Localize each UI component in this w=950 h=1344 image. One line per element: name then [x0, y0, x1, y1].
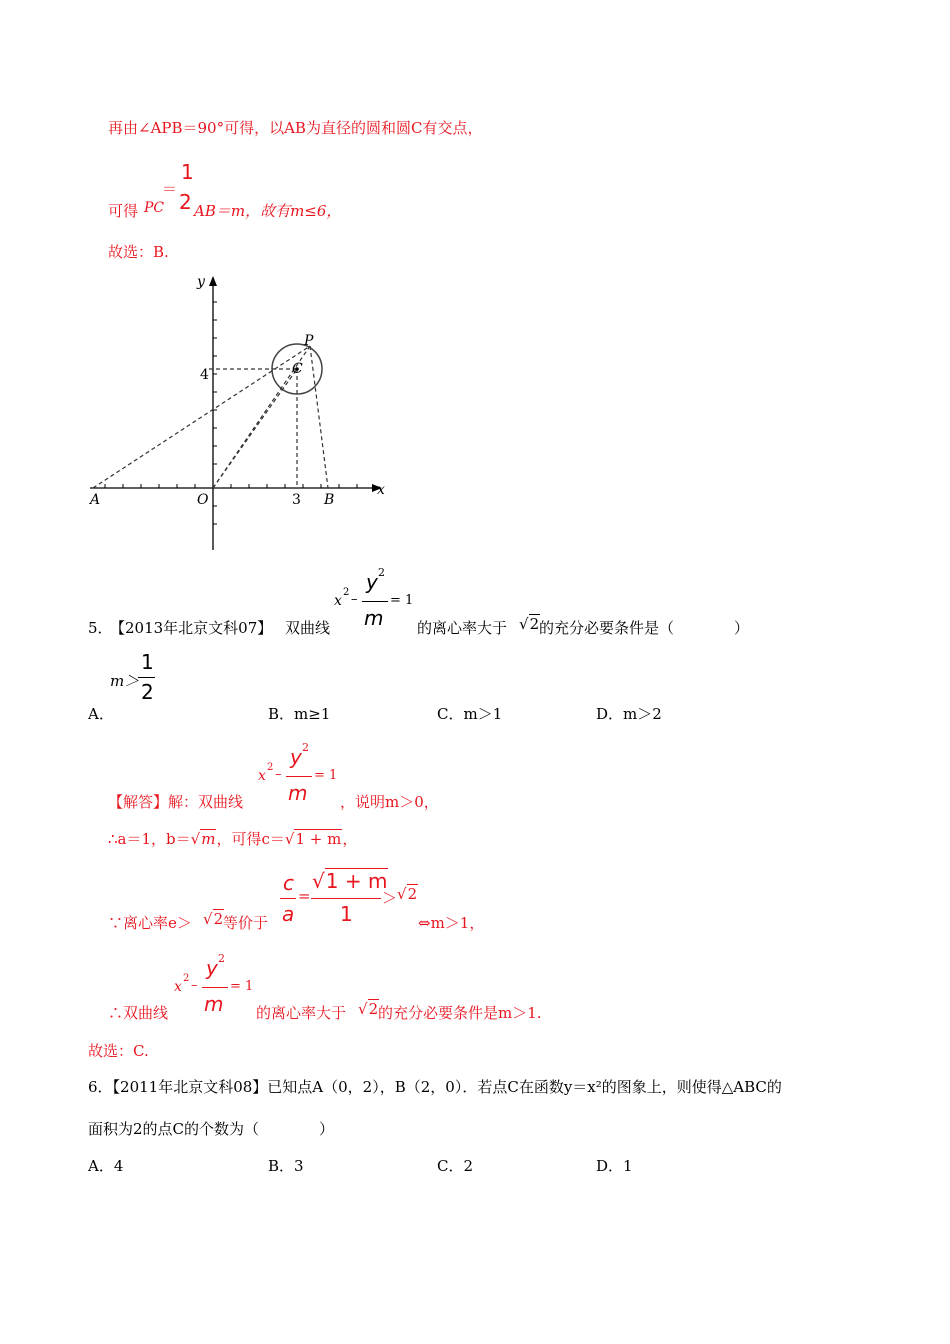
sqrt-m: √m [190, 830, 216, 848]
label-y: y [197, 274, 205, 290]
eq-y-sup: 2 [378, 566, 385, 579]
sol5-l1-prefix: 【解答】解：双曲线 [108, 793, 244, 811]
q5-option-b: B．m≥1 [268, 705, 331, 723]
sqrt-1-plus-m: √1 + m [284, 830, 342, 848]
coordinate-figure [85, 272, 395, 557]
label-o: O [197, 492, 209, 508]
line2-pc: PC [144, 200, 165, 216]
q5-option-c: C．m＞1 [437, 705, 503, 723]
eq-minus: – [351, 592, 358, 607]
eq-y: y [366, 570, 378, 594]
q6-option-b: B．3 [268, 1157, 304, 1175]
sol5-line-3: ∵离心率e＞ √2 等价于 c a = √1 + m 1 ＞ √2 ⇔m＞1， [108, 869, 485, 932]
q5-text-c: 的充分必要条件是（ ） [539, 619, 750, 637]
line2-eq: ＝ [162, 180, 178, 198]
y-axis-arrow [209, 276, 217, 286]
tick-label-4: 4 [200, 367, 209, 383]
sol5-line-5: 故选：C. [88, 1042, 149, 1060]
sol5-l1-suffix: ，说明m＞0， [340, 793, 439, 811]
eq-rhs: = 1 [390, 593, 414, 608]
q5-options [88, 650, 788, 725]
line2-prefix: 可得 [108, 202, 139, 220]
q5-source: 【2013年北京文科07】 [110, 619, 273, 637]
q6-line-1: 6．【2011年北京文科08】已知点A（0，2），B（2，0）．若点C在函数y＝x²的图象上，则使得△ABC的 [88, 1078, 782, 1096]
l3-frac-c: c [283, 871, 294, 895]
l3-sqrt2b: √2 [397, 885, 418, 903]
q5-option-a-num: 1 [141, 650, 154, 674]
question-5 [88, 568, 868, 638]
solution-line-1: 再由∠APB＝90°可得，以AB为直径的圆和圆C有交点， [108, 119, 483, 137]
line2-frac-num: 1 [181, 160, 194, 184]
q6-option-a: A．4 [88, 1157, 124, 1175]
label-c: C [292, 361, 303, 377]
q5-option-d: D．m＞2 [596, 705, 662, 723]
eq-x-sup: 2 [343, 587, 350, 598]
l4-sqrt2: √2 [358, 1000, 379, 1018]
solution-line-3: 故选：B. [108, 243, 169, 261]
q5-option-a-label: A． [88, 705, 114, 723]
sol5-line-2: ∴a＝1，b＝√m，可得c＝√1 + m， [108, 830, 358, 848]
l3-frac-num: √1 + m [312, 869, 388, 893]
q5-option-a-m: m＞ [110, 672, 140, 690]
label-x: x [377, 482, 385, 498]
sol5-l4-equation: x 2 – y 2 m = 1 [174, 952, 254, 1016]
q6-option-d: D．1 [596, 1157, 633, 1175]
sol5-line-1 [108, 741, 608, 811]
sol5-hyperbola-equation: x 2 – y 2 m = 1 [258, 741, 338, 805]
q5-text-b: 的离心率大于 [417, 619, 508, 637]
q5-text-a: 双曲线 [285, 619, 331, 637]
q6-option-c: C．2 [437, 1157, 474, 1175]
q5-sqrt2: √2 [519, 615, 540, 633]
label-b: B [324, 492, 335, 508]
q6-line-2: 面积为2的点C的个数为（ ） [88, 1120, 335, 1138]
q5-hyperbola-equation [334, 568, 424, 628]
l3-sqrt2: √2 [203, 910, 224, 928]
line2-frac-den: 2 [179, 190, 192, 214]
dash-p-to-b [310, 346, 328, 488]
line2-rest: AB＝m，故有m≤6， [194, 202, 342, 220]
l3-frac-a: a [282, 902, 295, 926]
q5-number: 5． [88, 619, 113, 637]
eq-m: m [364, 606, 384, 630]
tick-label-3: 3 [292, 492, 301, 508]
dash-o-to-c [213, 369, 297, 488]
eq-x: x [334, 593, 342, 609]
label-p: P [304, 333, 314, 349]
sol5-line-4: ∴双曲线 x 2 – y 2 m = 1 的离心率大于 √2 的充分必要条件是m＞1. [108, 952, 542, 1022]
q5-option-a-den: 2 [141, 680, 154, 704]
label-a: A [90, 492, 101, 508]
l3-frac-den: 1 [340, 902, 353, 926]
